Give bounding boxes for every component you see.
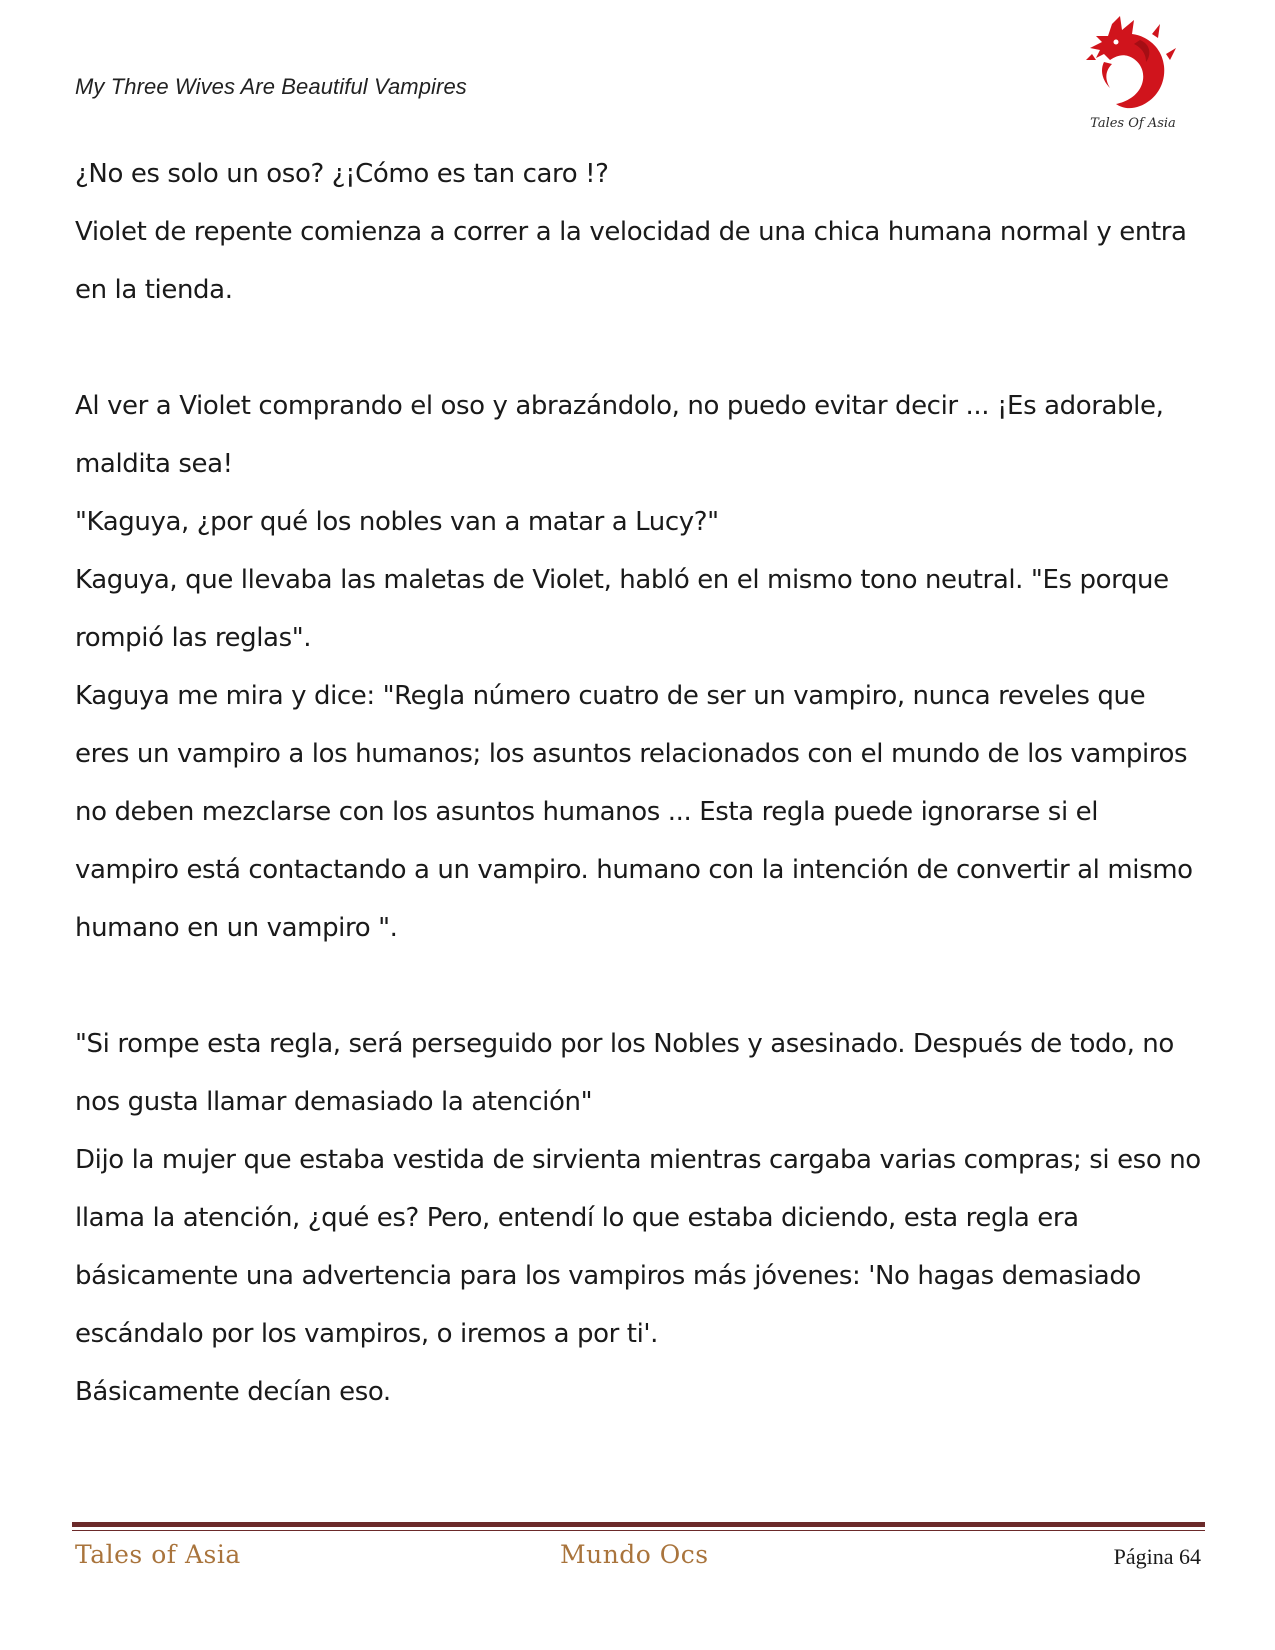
page-body bbox=[75, 145, 1209, 1421]
footer-publisher: Tales of Asia bbox=[75, 1540, 241, 1569]
paragraph: ¿No es solo un oso? ¿¡Cómo es tan caro !? bbox=[75, 159, 609, 189]
paragraph: "Kaguya, ¿por qué los nobles van a matar a Lucy?" bbox=[75, 507, 719, 537]
paragraph-spacer bbox=[75, 957, 1205, 1015]
paragraph: Kaguya me mira y dice: "Regla número cuatro de ser un vampiro, nunca reveles que eres un vampiro a los humanos; los asuntos relacionados con el mundo de los vampiros no deben mezclarse con los asuntos humanos ... Esta regla puede ignorarse si el vampiro está contactando a un vampiro. humano con la intención de convertir al mismo humano en un vampiro ". bbox=[75, 681, 1201, 943]
paragraph-spacer bbox=[75, 319, 1205, 377]
book-title: My Three Wives Are Beautiful Vampires bbox=[75, 74, 467, 99]
footer-translator: Mundo Ocs bbox=[560, 1540, 709, 1569]
page-number: Página 64 bbox=[1113, 1544, 1201, 1569]
paragraph: Violet de repente comienza a correr a la velocidad de una chica humana normal y entra en la tienda. bbox=[75, 217, 1195, 305]
paragraph: Kaguya, que llevaba las maletas de Violet, habló en el mismo tono neutral. "Es porque rompió las reglas". bbox=[75, 565, 1177, 653]
paragraph: Básicamente decían eso. bbox=[75, 1377, 391, 1407]
footer-rule-thin bbox=[72, 1530, 1205, 1531]
paragraph: "Si rompe esta regla, será perseguido por los Nobles y asesinado. Después de todo, no nos gusta llamar demasiado la atención" bbox=[75, 1029, 1182, 1117]
footer-rule-thick bbox=[72, 1522, 1205, 1527]
logo-caption: Tales Of Asia bbox=[1090, 116, 1176, 131]
paragraph: Al ver a Violet comprando el oso y abrazándolo, no puedo evitar decir ... ¡Es adorable, maldita sea! bbox=[75, 391, 1172, 479]
paragraph: Dijo la mujer que estaba vestida de sirvienta mientras cargaba varias compras; si eso no llama la atención, ¿qué es? Pero, entendí lo que estaba diciendo, esta regla era básicamente una advertencia para los vampiros más jóvenes: 'No hagas demasiado escándalo por los vampiros, o iremos a por ti'. bbox=[75, 1145, 1209, 1349]
